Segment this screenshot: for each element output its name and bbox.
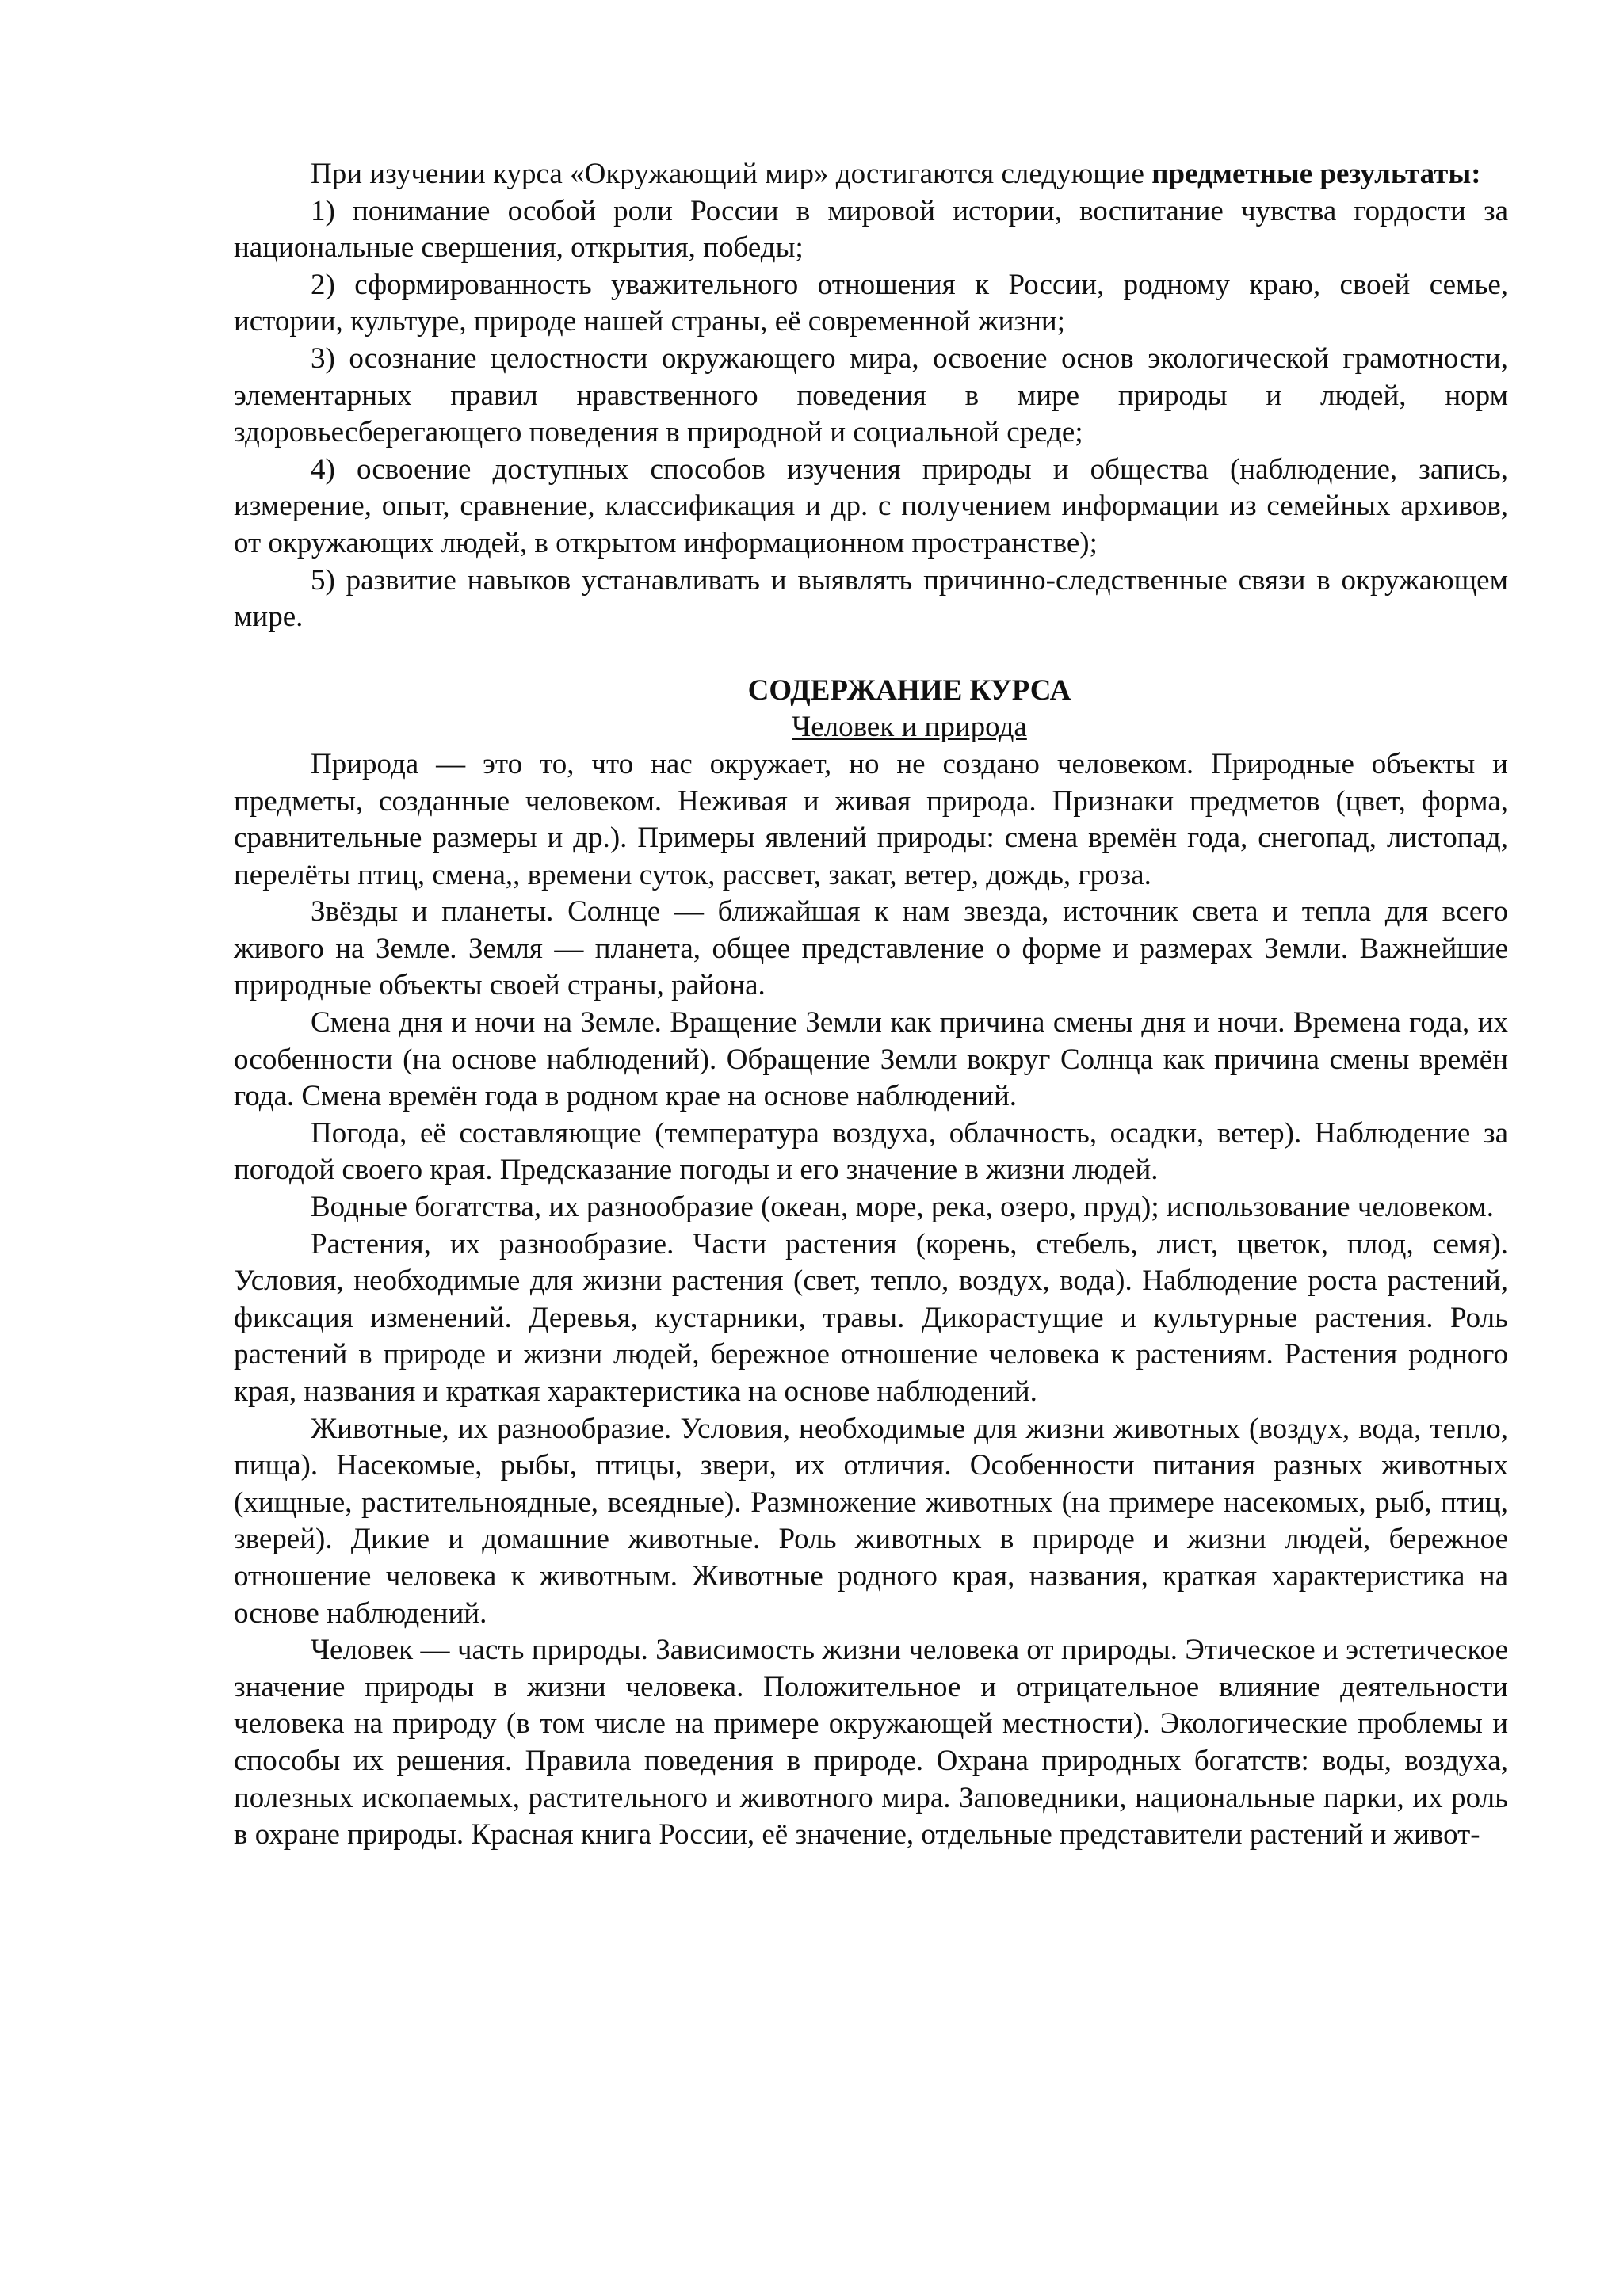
results-item-5: 5) развитие навыков устанавливать и выявлять причинно-следственные связи в окружающем мире. [234, 563, 1508, 634]
results-item-2: 2) сформированность уважительного отношения к России, родному краю, своей семье, истории, культуре, природе нашей страны, её современной жизни; [234, 268, 1508, 338]
document-page [234, 156, 1508, 1854]
section-heading: СОДЕРЖАНИЕ КУРСА [747, 673, 1071, 707]
results-item-1: 1) понимание особой роли России в мировой истории, воспитание чувства гордости за национальные свершения, открытия, победы; [234, 194, 1508, 265]
content-paragraph-stars: Звёзды и планеты. Солнце — ближайшая к нам звезда, источник света и тепла для всего живого на Земле. Земля — планета, общее представление о форме и размерах Земли. Важнейшие природные объекты своей страны, района. [234, 895, 1508, 1002]
content-paragraph-plants: Растения, их разнообразие. Части растения (корень, стебель, лист, цветок, плод, семя). Условия, необходимые для жизни растения (свет, тепло, воздух, вода). Наблюдение роста растений, фиксация изменений. Деревья, кустарники, травы. Дикорастущие и культурные растения. Роль растений в природе и жизни людей, бережное отношение человека к растениям. Растения родного края, названия и краткая характеристика на основе наблюдений. [234, 1227, 1508, 1408]
results-item-4: 4) освоение доступных способов изучения природы и общества (наблюдение, запись, измерение, опыт, сравнение, классификация и др. с получением информации из семейных архивов, от окружающих людей, в открытом информационном пространстве); [234, 452, 1508, 559]
content-paragraph-weather: Погода, её составляющие (температура воздуха, облачность, осадки, ветер). Наблюдение за погодой своего края. Предсказание погоды и его значение в жизни людей. [234, 1116, 1508, 1187]
section-subheading: Человек и природа [792, 711, 1027, 744]
content-paragraph-animals: Животные, их разнообразие. Условия, необходимые для жизни животных (воздух, вода, тепло, пища). Насекомые, рыбы, птицы, звери, их отличия. Особенности питания разных животных (хищные, растительноядные, всеядные). Размножение животных (на примере насекомых, рыб, птиц, зверей). Дикие и домашние животные. Роль животных в природе и жизни людей, бережное отношение человека к животным. Животные родного края, названия, краткая характеристика на основе наблюдений. [234, 1412, 1508, 1630]
content-paragraph-water: Водные богатства, их разнообразие (океан, море, река, озеро, пруд); использование человеком. [311, 1191, 1495, 1224]
results-item-3: 3) осознание целостности окружающего мира, освоение основ экологической грамотности, элементарных правил нравственного поведения в мире природы и людей, норм здоровьесберегающего поведения в природной и социальной среде; [234, 341, 1508, 449]
results-intro-text: При изучении курса «Окружающий мир» достигаются следующие [311, 158, 1152, 190]
results-intro [234, 156, 1508, 193]
content-paragraph-day-night: Смена дня и ночи на Земле. Вращение Земли как причина смены дня и ночи. Времена года, их особенности (на основе наблюдений). Обращение Земли вокруг Солнца как причина смены времён года. Смена времён года в родном крае на основе наблюдений. [234, 1006, 1508, 1113]
results-intro-bold: предметные результаты: [1151, 158, 1481, 190]
content-paragraph-human: Человек — часть природы. Зависимость жизни человека от природы. Этическое и эстетическое значение природы в жизни человека. Положительное и отрицательное влияние деятельности человека на природу (в том числе на примере окружающей местности). Экологические проблемы и способы их решения. Правила поведения в природе. Охрана природных богатств: воды, воздуха, полезных ископаемых, растительного и животного мира. Заповедники, национальные парки, их роль в охране природы. Красная книга России, её значение, отдельные представители растений и живот- [234, 1634, 1508, 1852]
section-spacer [234, 636, 1508, 673]
content-paragraph-nature: Природа — это то, что нас окружает, но не создано человеком. Природные объекты и предметы, созданные человеком. Неживая и живая природа. Признаки предметов (цвет, форма, сравнительные размеры и др.). Примеры явлений природы: смена времён года, снегопад, листопад, перелёты птиц, смена,, времени суток, рассвет, закат, ветер, дождь, гроза. [234, 747, 1508, 891]
